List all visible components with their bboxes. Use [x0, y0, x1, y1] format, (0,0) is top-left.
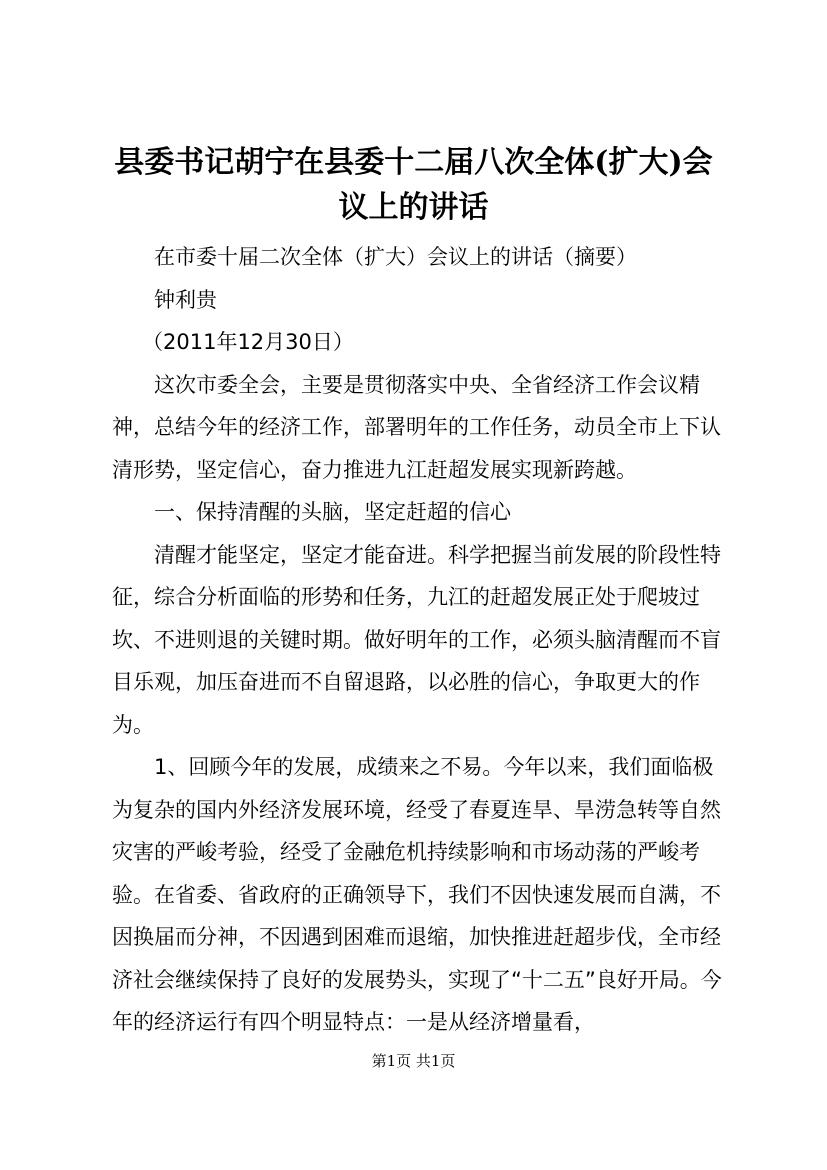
paragraph-section-1: 清醒才能坚定，坚定才能奋进。科学把握当前发展的阶段性特征，综合分析面临的形势和任务，九江的赶超发展正处于爬坡过坎、不进则退的关键时期。做好明年的工作，必须头脑清醒而不盲目乐观，加压奋进而不自留退路，以必胜的信心，争取更大的作为。 — [112, 542, 721, 737]
title-line-2: 议上的讲话 — [338, 190, 489, 225]
paragraph-review: 1、回顾今年的发展，成绩来之不易。今年以来，我们面临极为复杂的国内外经济发展环境，经受了春夏连旱、旱涝急转等自然灾害的严峻考验，经受了金融危机持续影响和市场动荡的严峻考验。在省委、省政府的正确领导下，我们不因快速发展而自满，不因换届而分神，不因遇到困难而退缩，加快推进赶超步伐，全市经济社会继续保持了良好的发展势头，实现了“十二五”良好开局。今年的经济运行有四个明显特点：一是从经济增量看， — [112, 755, 722, 1034]
title-line-1: 县委书记胡宁在县委十二届八次全体(扩大)会 — [114, 145, 713, 180]
section-heading-1: 一、保持清醒的头脑，坚定赶超的信心 — [154, 500, 511, 524]
page-footer: 第1页 共1页 — [371, 1052, 456, 1070]
document-body — [112, 236, 732, 1044]
document-title — [100, 140, 727, 230]
speech-date: （2011年12月30日） — [142, 330, 354, 354]
author-name: 钟利贵 — [154, 287, 217, 312]
speech-subtitle: 在市委十届二次全体（扩大）会议上的讲话（摘要） — [154, 245, 637, 269]
paragraph-intro: 这次市委全会，主要是贯彻落实中央、全省经济工作会议精神，总结今年的经济工作，部署明年的工作任务，动员全市上下认清形势，坚定信心，奋力推进九江赶超发展实现新跨越。 — [112, 372, 721, 482]
